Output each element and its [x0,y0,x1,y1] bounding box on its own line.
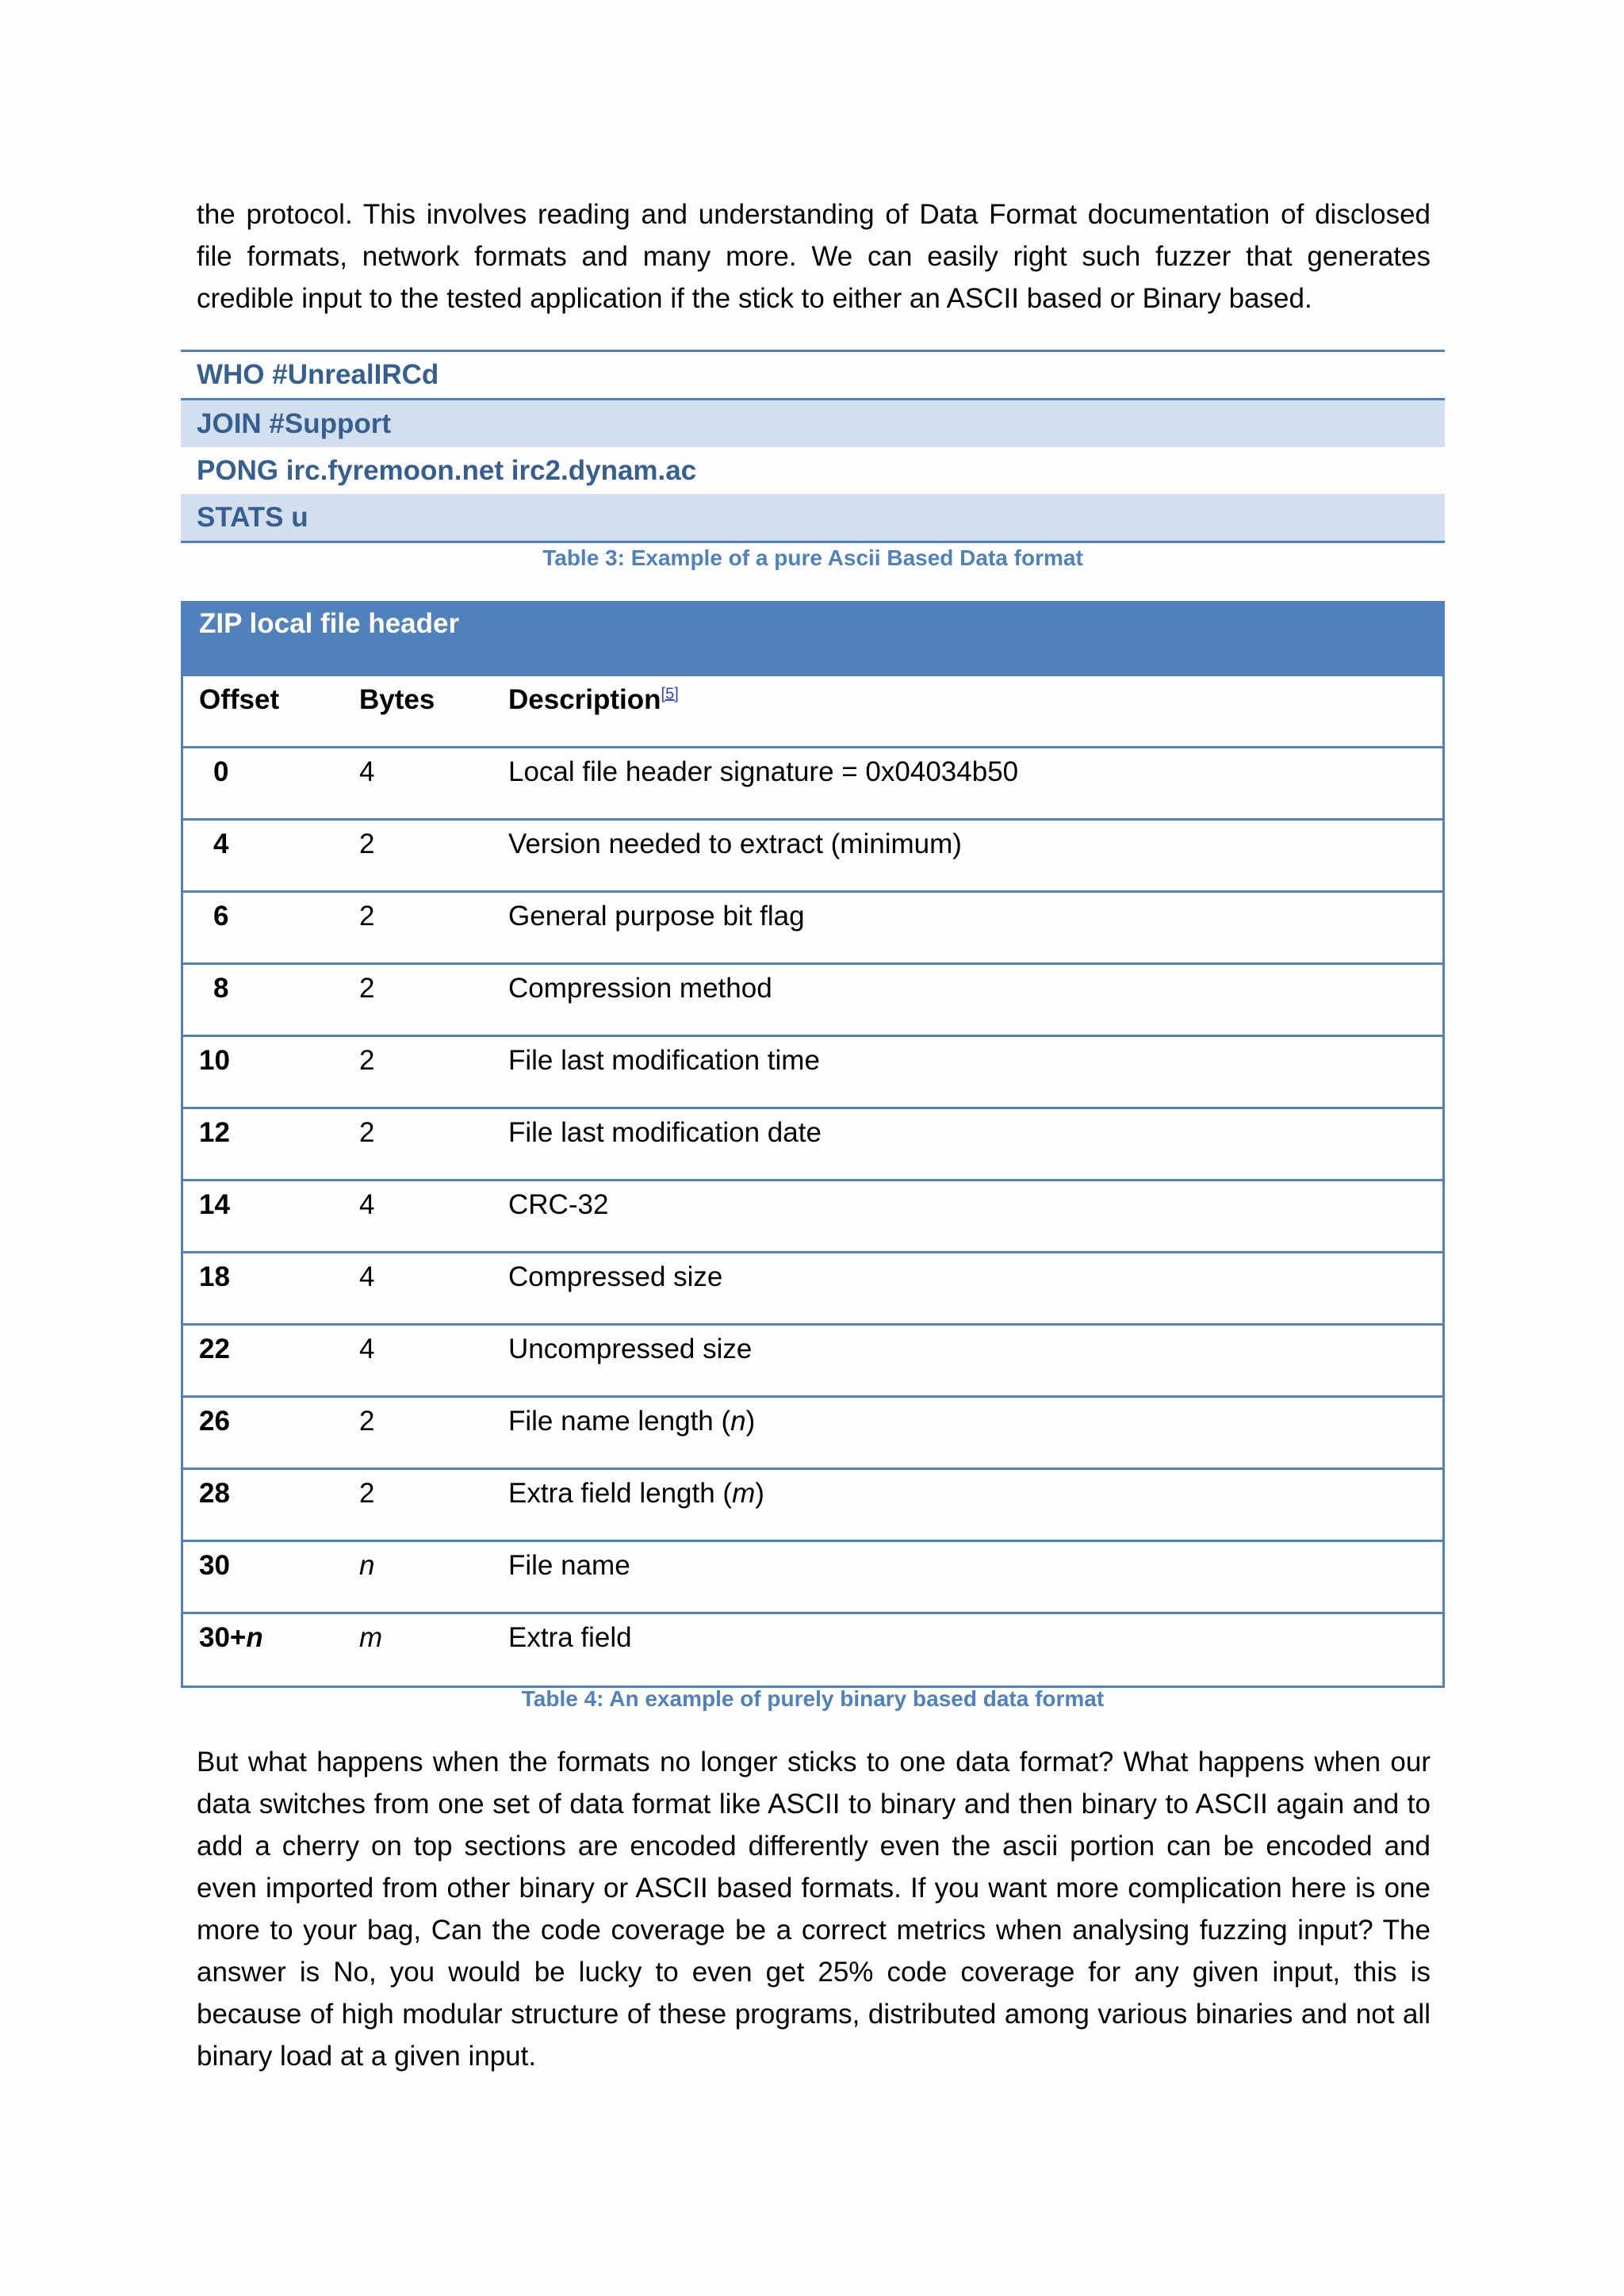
table-row [183,1614,1442,1686]
table-row [183,1037,1442,1109]
bytes-cell: 2 [359,1406,375,1437]
offset-cell [183,1614,350,1654]
description-cell: Extra field [508,1622,632,1653]
variable-m: m [732,1478,756,1509]
description-cell: Compression method [508,973,772,1004]
bytes-cell: 2 [359,1045,375,1076]
description-cell: File last modification date [508,1117,822,1148]
offset-cell: 26 [199,1406,230,1437]
description-cell [500,1470,1442,1510]
bytes-header: Bytes [359,684,435,715]
bytes-cell: 2 [359,901,375,932]
table-row [183,1542,1442,1614]
description-text-end: ) [745,1406,756,1437]
offset-header: Offset [199,684,280,715]
ascii-row: PONG irc.fyremoon.net irc2.dynam.ac [197,454,697,486]
zip-header-table [181,601,1445,1688]
description-header-cell [500,676,1442,716]
ascii-data-table [181,350,1445,543]
bytes-cell: 4 [359,1334,375,1364]
table-row [183,748,1442,821]
offset-cell: 4 [213,828,229,859]
ascii-row: STATS u [181,494,1445,541]
ascii-row: WHO #UnrealIRCd [181,352,1445,400]
description-cell: File last modification time [508,1045,820,1076]
variable-n: n [730,1406,746,1437]
description-cell: Compressed size [508,1261,723,1292]
ascii-row: JOIN #Support [181,400,1445,447]
description-cell: File name [508,1550,630,1581]
table-row [183,1253,1442,1326]
description-cell: Local file header signature = 0x04034b50 [508,756,1019,787]
bytes-cell: m [359,1622,383,1653]
table-row [183,1326,1442,1398]
description-cell: Uncompressed size [508,1334,753,1364]
offset-cell: 28 [199,1478,230,1509]
table-row [183,1398,1442,1470]
offset-cell: 10 [199,1045,230,1076]
table-row [183,965,1442,1037]
offset-cell: 14 [199,1189,230,1220]
bytes-cell: 4 [359,1189,375,1220]
description-text: File name length ( [508,1406,731,1437]
variable-n: n [246,1622,263,1653]
description-cell: Version needed to extract (minimum) [508,828,962,859]
table-row [183,1109,1442,1181]
table-row [183,893,1442,965]
description-cell: General purpose bit flag [508,901,805,932]
intro-paragraph: the protocol. This involves reading and understanding of Data Format documentation of disclosed file formats, network formats and many more. We can easily right such fuzzer that generates credible input to the tested application if the stick to either an ASCII based or Binary based. [197,199,1431,314]
table-row [183,821,1442,893]
closing-paragraph: But what happens when the formats no longer sticks to one data format? What happens when our data switches from one set of data format like ASCII to binary and then binary to ASCII again and to add a cherry on top sections are encoded differently even the ascii portion can be encoded and even imported from other binary or ASCII based formats. If you want more complication here is one more to your bag, Can the code coverage be a correct metrics when analysing fuzzing input? The answer is No, you would be lucky to even get 25% code coverage for any given input, this is because of high modular structure of these programs, distributed among various binaries and not all binary load at a given input. [197,1747,1431,2072]
bytes-cell: 2 [359,828,375,859]
offset-cell: 22 [199,1334,230,1364]
offset-cell: 0 [213,756,229,787]
table-row [183,1181,1442,1253]
offset-cell: 8 [213,973,229,1004]
bytes-cell: 4 [359,1261,375,1292]
description-text: Extra field length ( [508,1478,733,1509]
description-cell: CRC-32 [508,1189,609,1220]
zip-table-title: ZIP local file header [183,603,1442,676]
bytes-cell: 4 [359,756,375,787]
table-row [183,1470,1442,1542]
offset-text: 30+ [199,1622,247,1653]
description-cell [500,1398,1442,1437]
bytes-cell: 2 [359,1478,375,1509]
offset-cell: 6 [213,901,229,932]
offset-cell: 12 [199,1117,230,1148]
table-3-caption: Table 3: Example of a pure Ascii Based Data format [542,545,1083,570]
reference-link[interactable]: [5] [661,685,679,703]
bytes-cell: 2 [359,973,375,1004]
description-header: Description [508,684,661,715]
zip-table-header-row [183,676,1442,748]
description-text-end: ) [755,1478,764,1509]
table-4-caption: Table 4: An example of purely binary based data format [521,1686,1105,1711]
offset-cell: 18 [199,1261,230,1292]
bytes-cell: n [359,1550,375,1581]
bytes-cell: 2 [359,1117,375,1148]
offset-cell: 30 [199,1550,230,1581]
